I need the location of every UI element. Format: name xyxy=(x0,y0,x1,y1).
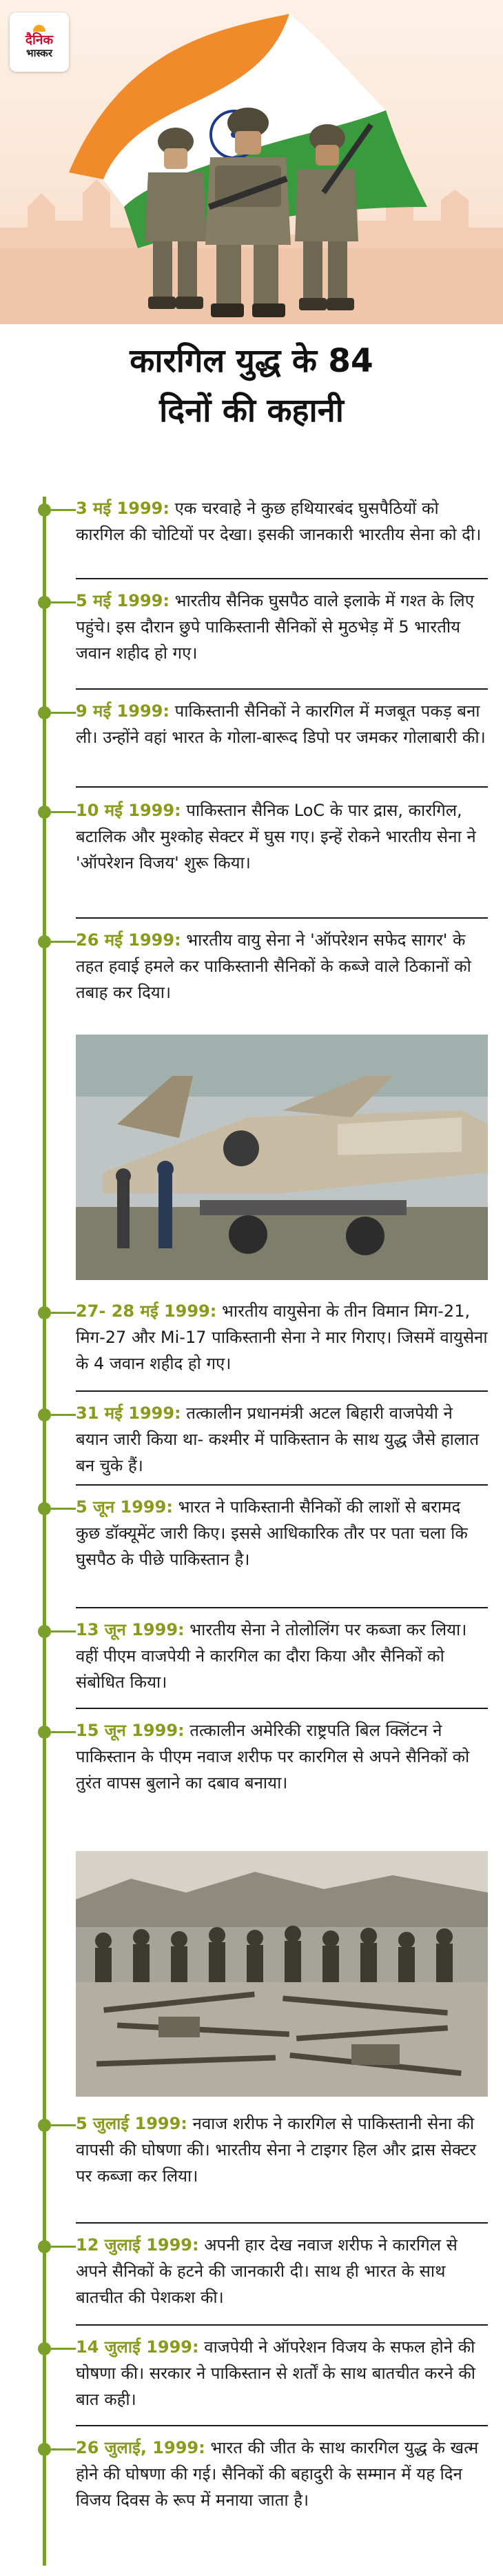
timeline-desc: भारत ने पाकिस्तानी सैनिकों की लाशों से बरामद कुछ डॉक्यूमेंट जारी किए। इससे आधिकारिक तौर पर पता चला कि घुसपैठ के पीछे पाकिस्तान है। xyxy=(76,1497,468,1569)
timeline-entry xyxy=(76,2110,488,2189)
timeline-desc: भारत की जीत के साथ कारगिल युद्ध के खत्म होने की घोषणा की गई। सैनिकों की बहादुरी के सम्मान में यह दिन विजय दिवस के रूप में मनाया जाता है। xyxy=(76,2438,479,2510)
timeline-entry xyxy=(76,927,488,1006)
timeline-desc: भारतीय वायुसेना के तीन विमान मिग-21, मिग-27 और Mi-17 पाकिस्तानी सेना ने मार गिराए। जिसमें वायुसेना के 4 जवान शहीद हो गए। xyxy=(76,1301,488,1373)
timeline-text xyxy=(76,2334,488,2413)
timeline-text xyxy=(76,588,488,666)
divider xyxy=(76,786,488,788)
timeline-desc: तत्कालीन अमेरिकी राष्ट्रपति बिल क्लिंटन ने पाकिस्तान के पीएम नवाज शरीफ पर कारगिल से अपने सैनिकों को तुरंत वापस बुलाने का दबाव बनाया। xyxy=(76,1721,470,1793)
timeline-desc: पाकिस्तान सैनिक LoC के पार द्रास, कारगिल, बटालिक और मुश्कोह सेक्टर में घुस गए। इन्हें रोकने भारतीय सेना ने 'ऑपरेशन विजय' शुरू किया। xyxy=(76,801,476,872)
soldiers-flag-illustration xyxy=(0,0,503,324)
timeline-dot xyxy=(38,1502,51,1515)
timeline-connector xyxy=(51,2246,76,2248)
page-title xyxy=(0,337,503,436)
timeline-date: 31 मई 1999: xyxy=(76,1404,181,1423)
timeline-entry xyxy=(76,1717,488,1796)
timeline-entry xyxy=(76,588,488,666)
timeline-desc: अपनी हार देख नवाज शरीफ ने कारगिल से अपने सैनिकों के हटने की जानकारी दी। साथ ही भारत के साथ बातचीत की पेशकश की। xyxy=(76,2235,458,2307)
logo-line-1: दैनिक xyxy=(25,32,54,48)
timeline-date: 26 जुलाई, 1999: xyxy=(76,2438,205,2457)
timeline-text xyxy=(76,1617,488,1695)
timeline-connector xyxy=(51,1508,76,1510)
timeline-connector xyxy=(51,811,76,813)
timeline-connector xyxy=(51,1414,76,1416)
timeline-date: 13 जून 1999: xyxy=(76,1620,185,1639)
divider xyxy=(76,578,488,579)
timeline-dot xyxy=(38,503,51,517)
timeline-date: 27- 28 मई 1999: xyxy=(76,1301,217,1321)
divider xyxy=(76,1390,488,1392)
timeline-text xyxy=(76,927,488,1006)
timeline-text xyxy=(76,1494,488,1572)
timeline-dot xyxy=(38,2443,51,2456)
fighter-jet-photo xyxy=(76,1035,488,1280)
timeline-dot xyxy=(38,2240,51,2253)
timeline-entry xyxy=(76,2435,488,2513)
title-line-1: कारगिल युद्ध के 84 xyxy=(130,342,373,380)
timeline-dot xyxy=(38,706,51,719)
timeline-date: 26 मई 1999: xyxy=(76,930,181,950)
timeline-text xyxy=(76,1298,488,1377)
timeline-entry xyxy=(76,1298,488,1377)
timeline-dot xyxy=(38,1408,51,1421)
timeline-desc: पाकिस्तानी सैनिकों ने कारगिल में मजबूत पकड़ बना ली। उन्होंने वहां भारत के गोला-बारूद डिपो पर जमकर गोलाबारी की। xyxy=(76,701,486,747)
timeline-connector xyxy=(51,941,76,943)
timeline-text xyxy=(76,1400,488,1479)
divider xyxy=(76,1484,488,1486)
timeline-desc: भारतीय सैनिक घुसपैठ वाले इलाके में गश्त के लिए पहुंचे। इस दौरान छुपे पाकिस्तानी सैनिकों से मुठभेड़ में 5 भारतीय जवान शहीद हो गए। xyxy=(76,591,474,663)
timeline-desc: भारतीय सेना ने तोलोलिंग पर कब्जा कर लिया। वहीं पीएम वाजपेयी ने कारगिल का दौरा किया और सैनिकों को संबोधित किया। xyxy=(76,1620,467,1692)
divider xyxy=(76,2324,488,2326)
timeline-date: 9 मई 1999: xyxy=(76,701,170,721)
timeline-entry xyxy=(76,495,488,548)
timeline-connector xyxy=(51,712,76,714)
timeline-text xyxy=(76,2435,488,2513)
timeline-text xyxy=(76,2110,488,2189)
timeline-connector xyxy=(51,601,76,603)
timeline-entry xyxy=(76,797,488,876)
timeline-date: 5 जुलाई 1999: xyxy=(76,2114,187,2133)
timeline-date: 14 जुलाई 1999: xyxy=(76,2337,199,2357)
timeline-date: 5 मई 1999: xyxy=(76,591,170,610)
timeline-date: 3 मई 1999: xyxy=(76,499,170,518)
timeline-entry xyxy=(76,2334,488,2413)
captured-weapons-photo xyxy=(76,1851,488,2097)
hero-illustration xyxy=(0,0,503,324)
divider xyxy=(76,2425,488,2426)
timeline-desc: नवाज शरीफ ने कारगिल से पाकिस्तानी सेना की वापसी की घोषणा की। भारतीय सेना ने टाइगर हिल और द्रास सेक्टर पर कब्जा कर लिया। xyxy=(76,2114,477,2186)
timeline-connector xyxy=(51,1312,76,1314)
timeline-dot xyxy=(38,935,51,948)
timeline-connector xyxy=(51,1731,76,1733)
timeline-entry xyxy=(76,1400,488,1479)
timeline-date: 5 जून 1999: xyxy=(76,1497,173,1517)
divider xyxy=(76,688,488,690)
timeline-dot xyxy=(38,2119,51,2132)
timeline-connector xyxy=(51,2124,76,2126)
timeline-entry xyxy=(76,698,488,750)
timeline-connector xyxy=(51,2448,76,2450)
timeline-dot xyxy=(38,596,51,609)
timeline-desc: वाजपेयी ने ऑपरेशन विजय के सफल होने की घोषणा की। सरकार ने पाकिस्तान से शर्तों के साथ बातचीत करने की बात कही। xyxy=(76,2337,475,2409)
timeline-dot xyxy=(38,2342,51,2355)
timeline-desc: एक चरवाहे ने कुछ हथियारबंद घुसपैठियों को कारगिल की चोटियों पर देखा। इसकी जानकारी भारतीय सेना को दी। xyxy=(76,499,482,544)
dainik-bhaskar-logo xyxy=(10,12,69,72)
timeline-entry xyxy=(76,1617,488,1695)
timeline-desc: तत्कालीन प्रधानमंत्री अटल बिहारी वाजपेयी ने बयान जारी किया था- कश्मीर में पाकिस्तान के साथ युद्ध जैसे हालात बन चुके हैं। xyxy=(76,1404,480,1475)
timeline-connector xyxy=(51,509,76,511)
timeline-connector xyxy=(51,2348,76,2350)
timeline-dot xyxy=(38,1726,51,1739)
timeline-text xyxy=(76,2232,488,2310)
divider xyxy=(76,2222,488,2224)
timeline-date: 15 जून 1999: xyxy=(76,1721,185,1740)
timeline-dot xyxy=(38,1306,51,1319)
sun-icon xyxy=(33,25,45,32)
timeline-date: 10 मई 1999: xyxy=(76,801,181,820)
timeline-dot xyxy=(38,806,51,819)
timeline-desc: भारतीय वायु सेना ने 'ऑपरेशन सफेद सागर' के तहत हवाई हमले कर पाकिस्तानी सैनिकों के कब्जे वाले ठिकानों को तबाह कर दिया। xyxy=(76,930,471,1002)
logo-line-2: भास्कर xyxy=(26,47,52,59)
timeline-text xyxy=(76,495,488,548)
timeline-entry xyxy=(76,1494,488,1572)
timeline-dot xyxy=(38,1625,51,1638)
timeline-text xyxy=(76,698,488,750)
divider xyxy=(76,1708,488,1709)
divider xyxy=(76,1607,488,1608)
divider xyxy=(76,917,488,919)
timeline-entry xyxy=(76,2232,488,2310)
timeline-connector xyxy=(51,1630,76,1633)
timeline-text xyxy=(76,1717,488,1796)
timeline-date: 12 जुलाई 1999: xyxy=(76,2235,199,2255)
title-line-2: दिनों की कहानी xyxy=(159,392,344,430)
timeline-text xyxy=(76,797,488,876)
